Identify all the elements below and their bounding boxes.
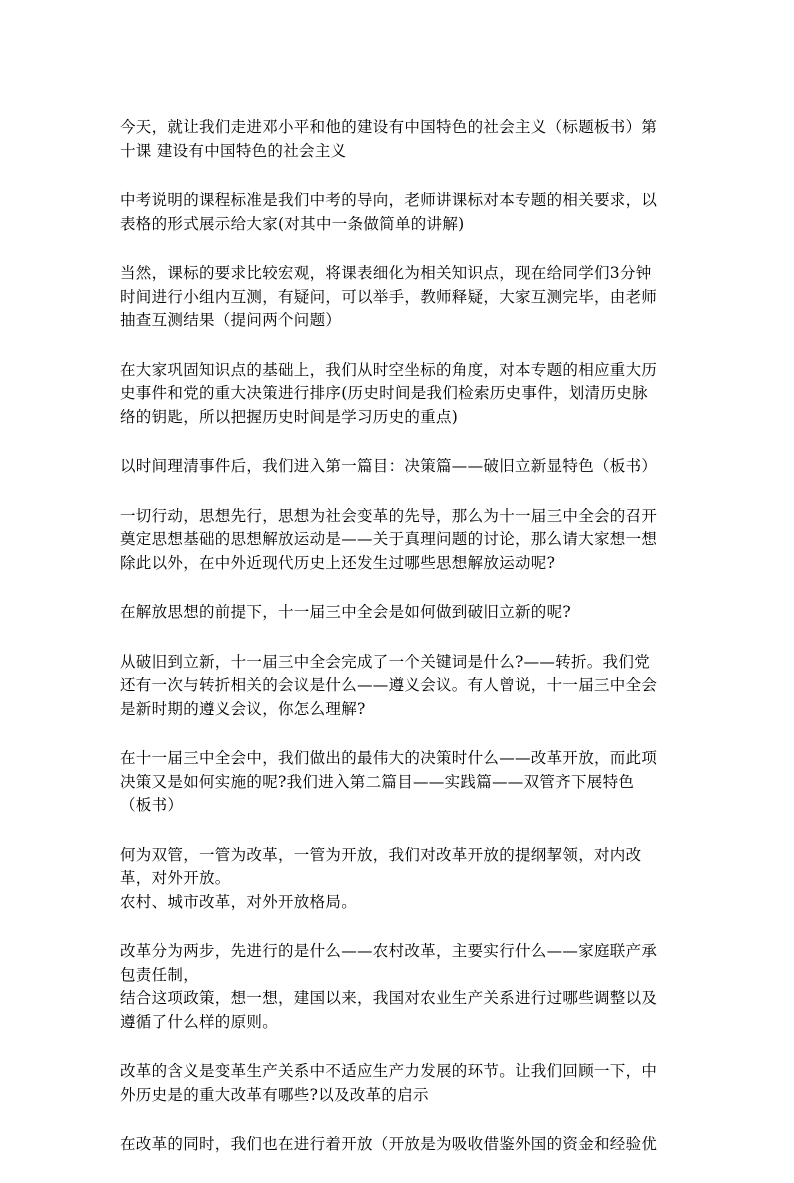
paragraph [120,505,676,576]
text-line: 遵循了什么样的原则。 [120,1012,279,1031]
document-page [120,116,676,1183]
paragraph [120,1060,676,1107]
text-line: 今天，就让我们走进邓小平和他的建设有中国特色的社会主义（标题板书）第 [120,118,658,136]
paragraph [120,747,676,818]
paragraph [120,601,676,625]
text-line: 决策又是如何实施的呢?我们进入第二篇目——实践篇——双管齐下展特色 [120,772,635,791]
text-line: 何为双管，一管为改革，一管为开放，我们对改革开放的提纲挈领，对内改 [120,845,642,864]
text-line: （板书） [120,796,184,814]
text-line: 十课 建设有中国特色的社会主义 [120,141,347,160]
paragraph [120,940,676,1034]
paragraph [120,189,676,236]
text-line: 奠定思想基础的思想解放运动是——关于真理问题的讨论，那么请大家想一想 [120,530,658,548]
text-line: 是新时期的遵义会议，你怎么理解? [120,699,366,718]
text-line: 还有一次与转折相关的会议是什么——遵义会议。有人曾说，十一届三中全会 [120,676,658,694]
text-line: 包责任制， [120,965,200,984]
text-line: 改革的含义是变革生产关系中不适应生产力发展的环节。让我们回顾一下，中 [120,1062,658,1080]
text-line: 农村、城市改革，对外开放格局。 [120,892,358,911]
text-line: 在十一届三中全会中，我们做出的最伟大的决策时什么——改革开放，而此项 [120,749,658,767]
text-line: 革，对外开放。 [120,869,231,887]
paragraph [120,844,676,915]
text-line: 除此以外，在中外近现代历史上还发生过哪些思想解放运动呢? [120,553,556,572]
text-line: 以时间理清事件后，我们进入第一篇目：决策篇——破旧立新显特色（板书） [120,457,658,475]
paragraph [120,116,676,163]
text-line: 结合这项政策，想一想，建国以来，我国对农业生产关系进行过哪些调整以及 [120,989,658,1007]
text-line: 外历史是的重大改革有哪些?以及改革的启示 [120,1085,429,1104]
paragraph [120,359,676,430]
text-line: 时间进行小组内互测，有疑问，可以举手，教师释疑，大家互测完毕，由老师 [120,287,658,306]
paragraph [120,1133,676,1157]
text-line: 抽查互测结果（提问两个问题） [120,311,342,329]
paragraph [120,651,676,722]
text-line: 表格的形式展示给大家(对其中一条做简单的讲解) [120,214,465,233]
text-line: 在解放思想的前提下，十一届三中全会是如何做到破旧立新的呢? [120,603,572,621]
text-line: 史事件和党的重大决策进行排序(历史时间是我们检索历史事件，划清历史脉 [120,384,648,402]
text-line: 中考说明的课程标准是我们中考的导向，老师讲课标对本专题的相关要求，以 [120,191,658,209]
text-line: 在大家巩固知识点的基础上，我们从时空坐标的角度，对本专题的相应重大历 [120,360,658,379]
text-line: 在改革的同时，我们也在进行着开放（开放是为吸收借鉴外国的资金和经验优 [120,1135,658,1153]
text-line: 从破旧到立新，十一届三中全会完成了一个关键词是什么?——转折。我们党 [120,652,651,671]
text-line: 当然，课标的要求比较宏观，将课表细化为相关知识点，现在给同学们3分钟 [120,264,652,282]
text-line: 一切行动，思想先行，思想为社会变革的先导，那么为十一届三中全会的召开 [120,506,658,525]
text-line: 络的钥匙，所以把握历史时间是学习历史的重点) [120,407,459,426]
paragraph [120,262,676,333]
paragraph [120,455,676,479]
text-line: 改革分为两步，先进行的是什么——农村改革，主要实行什么——家庭联产承 [120,942,658,960]
